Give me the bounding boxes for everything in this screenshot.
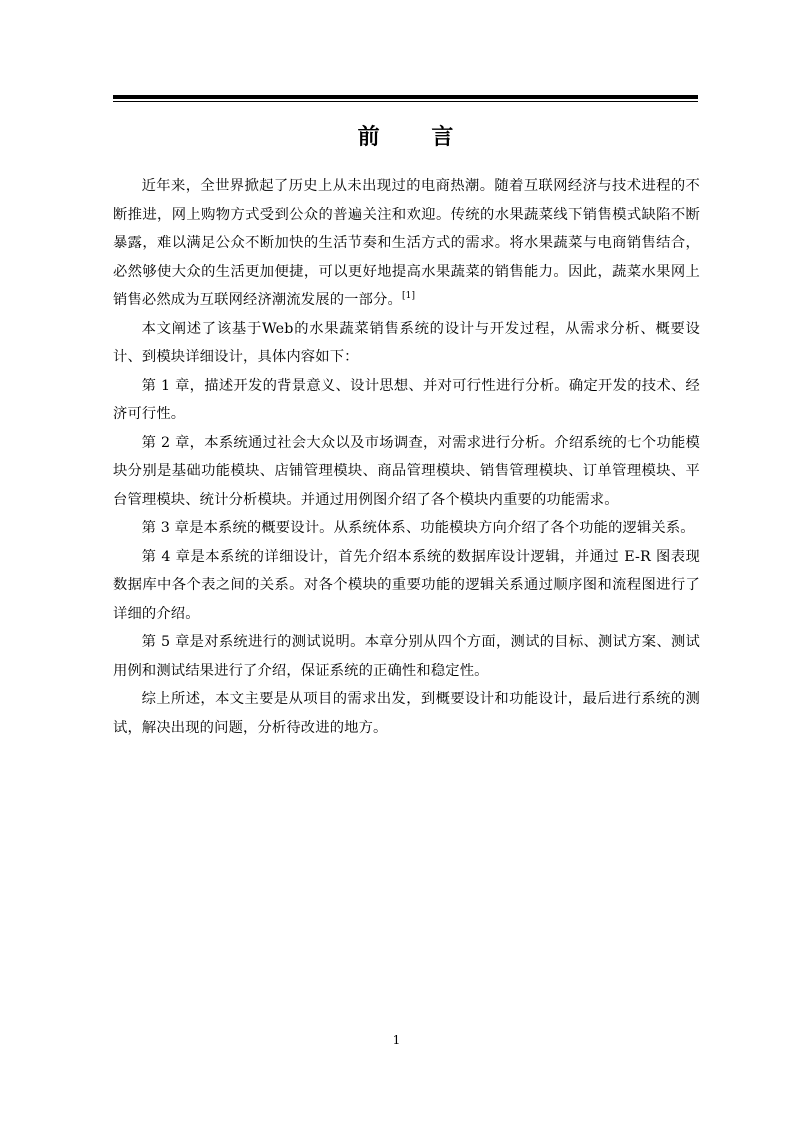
paragraph: [113, 172, 700, 315]
paragraph: 第 3 章是本系统的概要设计。从系统体系、功能模块方向介绍了各个功能的逻辑关系。: [141, 520, 695, 536]
paragraph: 综上所述，本文主要是从项目的需求出发，到概要设计和功能设计，最后进行系统的测试，解决出现的问题，分析待改进的地方。: [113, 691, 700, 736]
paragraph: 第 2 章，本系统通过社会大众以及市场调查，对需求进行分析。介绍系统的七个功能模块分别是基础功能模块、店铺管理模块、商品管理模块、销售管理模块、订单管理模块、平台管理模块、统计分析模块。并通过用例图介绍了各个模块内重要的功能需求。: [113, 434, 700, 508]
paragraph: 第 5 章是对系统进行的测试说明。本章分别从四个方面，测试的目标、测试方案、测试用例和测试结果进行了介绍，保证系统的正确性和稳定性。: [113, 634, 700, 679]
document-body: [113, 172, 700, 742]
header-rule-thin: [113, 101, 698, 102]
paragraph: 第 4 章是本系统的详细设计，首先介绍本系统的数据库设计逻辑，并通过 E-R 图表现数据库中各个表之间的关系。对各个模块的重要功能的逻辑关系通过顺序图和流程图进行了详细的介绍。: [113, 548, 700, 622]
paragraph: 第 1 章，描述开发的背景意义、设计思想、并对可行性进行分析。确定开发的技术、经济可行性。: [113, 377, 700, 422]
citation-ref: [1]: [401, 291, 416, 302]
paragraph: 本文阐述了该基于Web的水果蔬菜销售系统的设计与开发过程，从需求分析、概要设计、到模块详细设计，具体内容如下：: [113, 320, 700, 365]
page-number: 1: [392, 1033, 401, 1047]
header-rule-thick: [113, 95, 698, 99]
page-title: 前 言: [357, 124, 476, 150]
paragraph-text: 近年来，全世界掀起了历史上从未出现过的电商热潮。随着互联网经济与技术进程的不断推进，网上购物方式受到公众的普遍关注和欢迎。传统的水果蔬菜线下销售模式缺陷不断暴露，难以满足公众不断加快的生活节奏和生活方式的需求。将水果蔬菜与电商销售结合，必然够使大众的生活更加便捷，可以更好地提高水果蔬菜的销售能力。因此，蔬菜水果网上销售必然成为互联网经济潮流发展的一部分。: [113, 178, 700, 308]
